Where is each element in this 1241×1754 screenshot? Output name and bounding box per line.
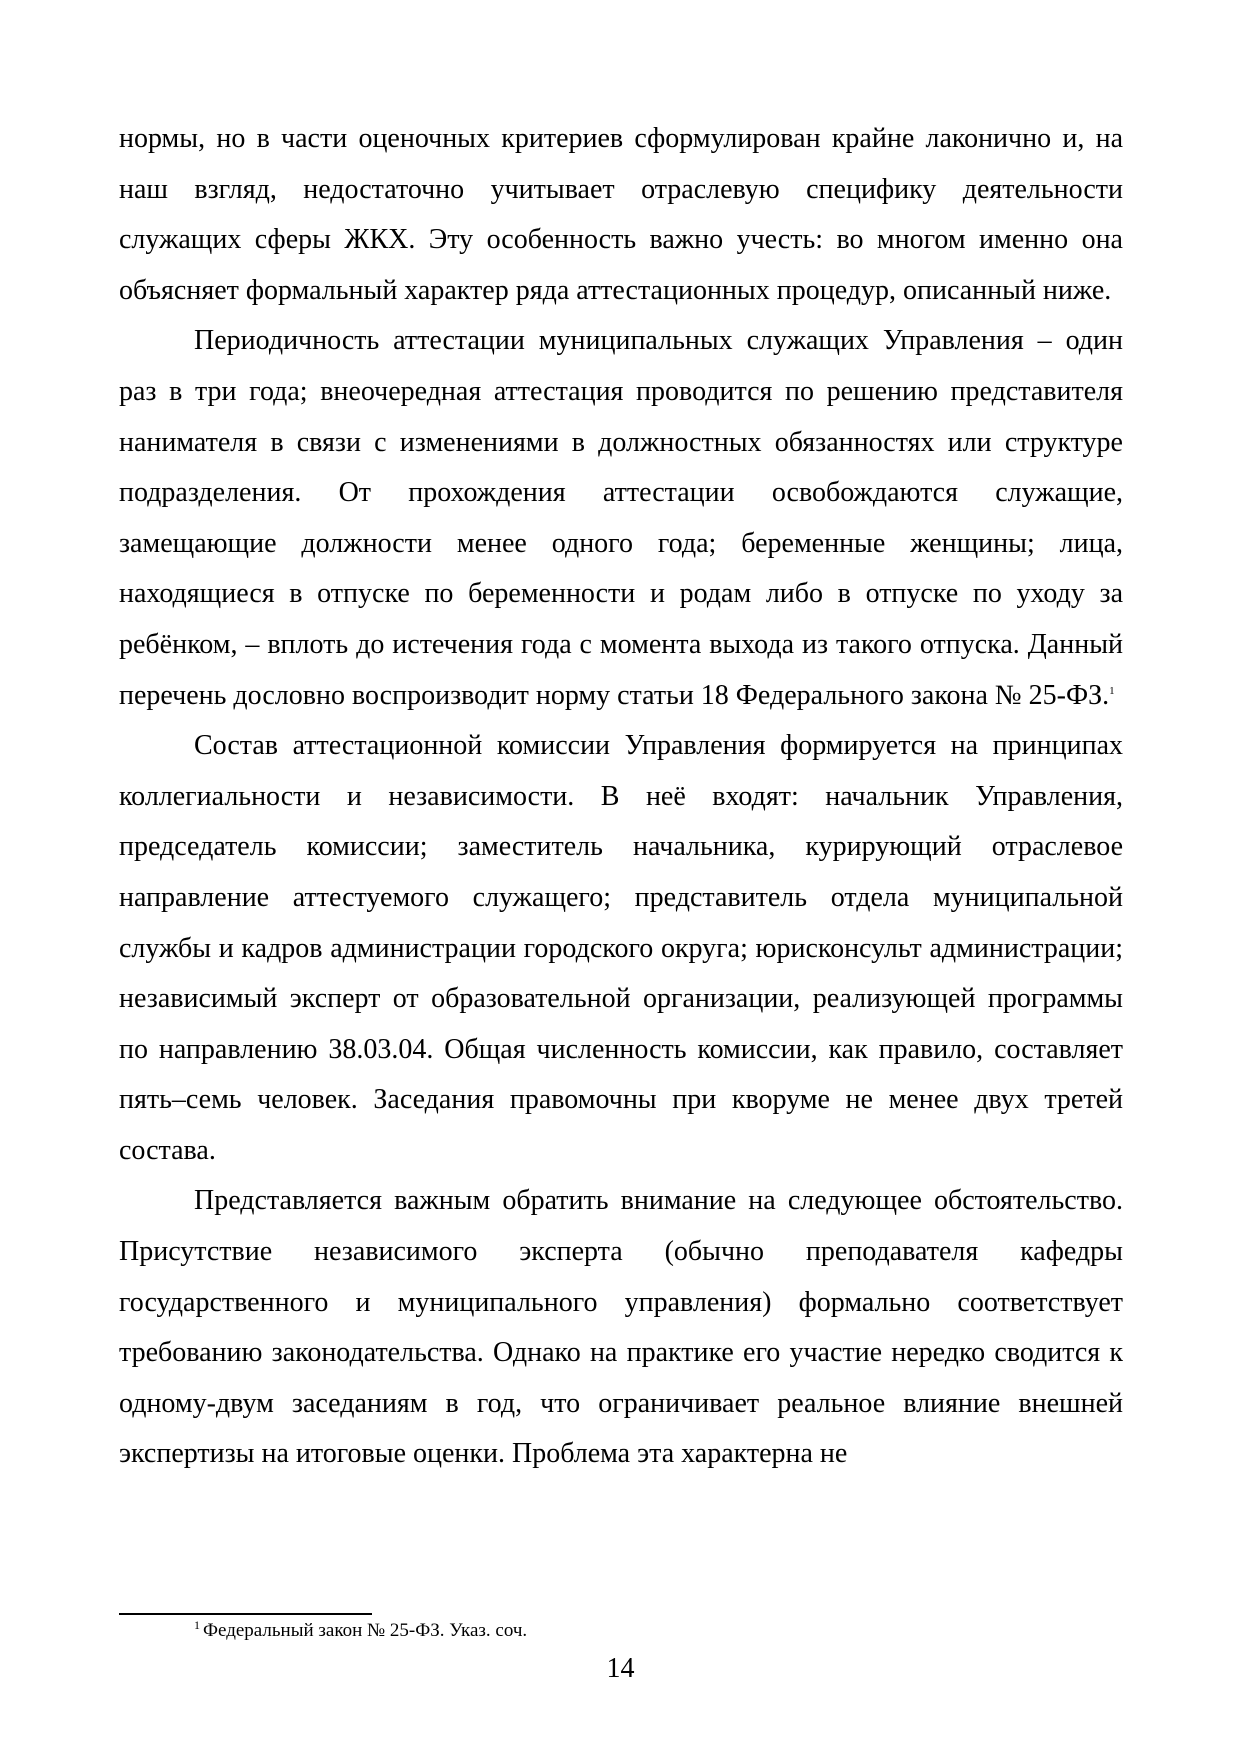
paragraph-continuation — [119, 114, 1123, 316]
paragraph-text: Представляется важным обратить внимание на следующее обстоятельство. Присутствие независимого эксперта (обычно преподавателя кафедры государственного и муниципального управления) формально соответствует требованию законодательства. Однако на практике его участие нередко сводится к одному-двум заседаниям в год, что ограничивает реальное влияние внешней экспертизы на итоговые оценки. Проблема эта характерна не — [119, 1185, 1123, 1470]
paragraph-text: Периодичность аттестации муниципальных служащих Управления – один раз в три года; внеочередная аттестация проводится по решению представителя нанимателя в связи с изменениями в должностных обязанностях или структуре подразделения. От прохождения аттестации освобождаются служащие, замещающие должности менее одного года; беременные женщины; лица, находящиеся в отпуске по беременности и родам либо в отпуске по уходу за ребёнком, – вплоть до истечения года с момента выхода из такого отпуска. Данный перечень дословно воспроизводит норму статьи 18 Федерального закона № 25-ФЗ. — [119, 325, 1123, 711]
paragraph-text: нормы, но в части оценочных критериев сформулирован крайне лаконично и, на наш взгляд, недостаточно учитывает отраслевую специфику деятельности служащих сферы ЖКХ. Эту особенность важно учесть: во многом именно она объясняет формальный характер ряда аттестационных процедур, описанный ниже. — [119, 123, 1123, 306]
page-number: 14 — [606, 1653, 635, 1684]
footnote-text: Федеральный закон № 25-ФЗ. Указ. соч. — [203, 1620, 528, 1641]
paragraph-independent-expert — [119, 1176, 1123, 1480]
footnote-reference[interactable]: 1 — [1109, 684, 1115, 697]
paragraph-commission-composition — [119, 721, 1123, 1176]
footnote — [194, 1619, 1094, 1643]
footnote-separator — [119, 1613, 372, 1615]
footnote-mark: 1 — [194, 1618, 200, 1632]
paragraph-attestation-periodicity — [119, 316, 1123, 721]
body-text — [119, 114, 1123, 1480]
paragraph-text: Состав аттестационной комиссии Управления формируется на принципах коллегиальности и независимости. В неё входят: начальник Управления, председатель комиссии; заместитель начальника, курирующий отраслевое направление аттестуемого служащего; представитель отдела муниципальной службы и кадров администрации городского округа; юрисконсульт администрации; независимый эксперт от образовательной организации, реализующей программы по направлению 38.03.04. Общая численность комиссии, как правило, составляет пять–семь человек. Заседания правомочны при кворуме не менее двух третей состава. — [119, 730, 1123, 1166]
